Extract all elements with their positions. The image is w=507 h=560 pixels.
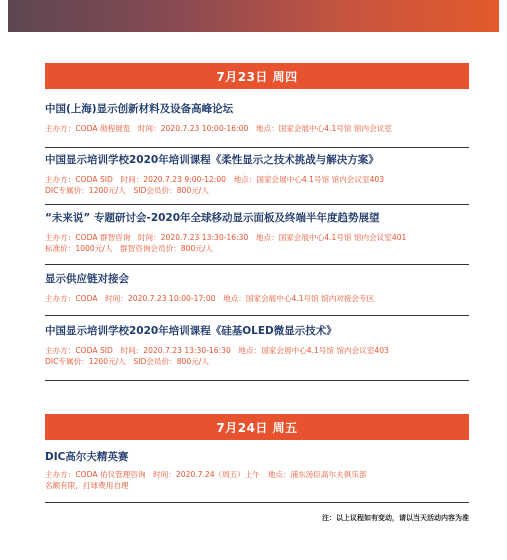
event-item bbox=[45, 211, 469, 254]
event-detail: 主办方：CODA 群智咨询 时间：2020.7.23 13:30-16:30 地点：国家会展中心4.1号馆 馆内会议室401 bbox=[45, 233, 407, 242]
day-header-0723: 7月23日 周四 bbox=[45, 63, 469, 89]
event-item bbox=[45, 102, 469, 135]
divider bbox=[45, 315, 469, 316]
event-title: DIC高尔夫精英赛 bbox=[45, 451, 129, 463]
event-detail: 主办方：CODA 时间：2020.7.23 10:00-17:00 地点：国家会展中心4.1号馆 馆内对接会专区 bbox=[45, 294, 375, 303]
event-item bbox=[45, 272, 469, 305]
event-detail: 名额有限，打球费用自理 bbox=[45, 480, 129, 490]
top-banner bbox=[8, 0, 499, 32]
event-title: 中国(上海)显示创新材料及设备高峰论坛 bbox=[45, 103, 234, 115]
event-detail: 标准价：1000元/人 群智咨询会员价：800元/人 bbox=[45, 243, 214, 253]
event-detail: 主办方：CODA 勋程展览 时间：2020.7.23 10:00-16:00 地点：国家会展中心4.1号馆 馆内会议室 bbox=[45, 124, 392, 133]
day-header-0724: 7月24日 周五 bbox=[45, 414, 469, 440]
event-detail: 主办方：CODA SID 时间：2020.7.23 13:30-16:30 地点：国家会展中心4.1号馆 馆内会议室403 bbox=[45, 346, 389, 355]
event-detail: DIC专属价：1200元/人 SID会员价：800元/人 bbox=[45, 356, 209, 366]
event-detail: 主办方：CODA 佑仪管理咨询 时间：2020.7.24（周五）上午 地点：浦东汤臣高尔夫俱乐部 bbox=[45, 470, 367, 479]
divider bbox=[45, 380, 469, 381]
event-title: “未来说” 专题研讨会-2020年全球移动显示面板及终端半年度趋势展望 bbox=[45, 212, 380, 224]
event-item bbox=[45, 324, 469, 367]
event-title: 中国显示培训学校2020年培训课程《硅基OLED微显示技术》 bbox=[45, 325, 337, 337]
event-item bbox=[45, 153, 469, 196]
footnote: 注：以上议程如有变动，请以当天活动内容为准 bbox=[322, 514, 469, 522]
event-title: 中国显示培训学校2020年培训课程《柔性显示之技术挑战与解决方案》 bbox=[45, 154, 379, 166]
event-detail: DIC专属价：1200元/人 SID会员价：800元/人 bbox=[45, 185, 209, 195]
divider bbox=[45, 147, 469, 148]
event-item bbox=[45, 450, 469, 491]
divider bbox=[45, 264, 469, 265]
divider bbox=[45, 502, 469, 503]
divider bbox=[45, 204, 469, 205]
event-title: 显示供应链对接会 bbox=[45, 273, 129, 285]
event-detail: 主办方：CODA SID 时间：2020.7.23 9:00-12:00 地点：国家会展中心4.1号馆 馆内会议室403 bbox=[45, 175, 385, 184]
